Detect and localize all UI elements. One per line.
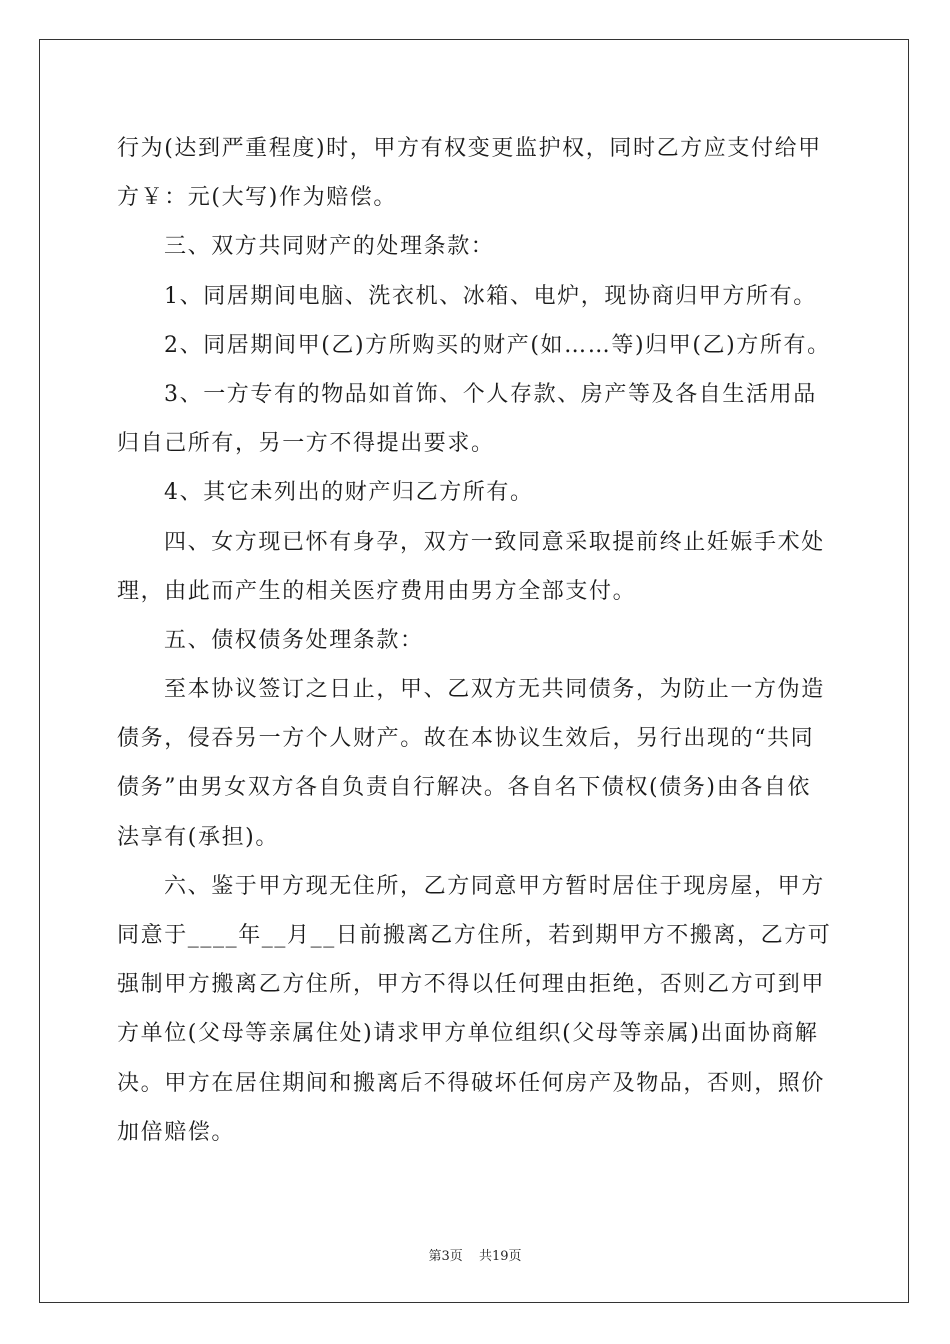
text-line: 至本协议签订之日止，甲、乙双方无共同债务，为防止一方伪造 [164,677,825,703]
text-line: 方单位(父母等亲属住处)请求甲方单位组织(父母等亲属)出面协商解 [117,1021,819,1047]
text-line: 决。甲方在居住期间和搬离后不得破坏任何房产及物品，否则，照价 [117,1070,826,1096]
text-line: 方￥：元(大写)作为赔偿。 [117,185,397,211]
text-line: 4、其它未列出的财产归乙方所有。 [164,480,534,506]
total-pages: 共19页 [478,1249,522,1264]
section-heading: 三、双方共同财产的处理条款： [164,234,495,260]
page-footer [0,1245,950,1264]
section-heading: 六、鉴于甲方现无住所，乙方同意甲方暂时居住于现房屋，甲方 [164,873,825,899]
document-body [117,124,837,1157]
text-line: 归自己所有，另一方不得提出要求。 [117,431,495,457]
section-heading: 五、债权债务处理条款： [164,627,424,653]
text-line: 债务，侵吞另一方个人财产。故在本协议生效后，另行出现的“共同 [117,726,815,752]
text-line: 同意于____年__月__日前搬离乙方住所，若到期甲方不搬离，乙方可 [117,923,832,948]
text-line: 2、同居期间甲(乙)方所购买的财产(如……等)归甲(乙)方所有。 [164,332,831,358]
page-number: 第3页 [428,1249,463,1264]
text-line: 行为(达到严重程度)时，甲方有权变更监护权，同时乙方应支付给甲 [117,136,822,161]
text-line: 3、一方专有的物品如首饰、个人存款、房产等及各自生活用品 [164,381,817,407]
text-line: 加倍赔偿。 [117,1119,236,1145]
text-line: 1、同居期间电脑、洗衣机、冰箱、电炉，现协商归甲方所有。 [164,283,817,309]
section-heading: 四、女方现已怀有身孕，双方一致同意采取提前终止妊娠手术处 [164,529,825,555]
text-line: 法享有(承担)。 [117,824,279,850]
text-line: 理，由此而产生的相关医疗费用由男方全部支付。 [117,578,637,604]
text-line: 强制甲方搬离乙方住所，甲方不得以任何理由拒绝，否则乙方可到甲 [117,972,826,998]
text-line: 债务”由男女双方各自负责自行解决。各自名下债权(债务)由各自依 [117,775,812,801]
